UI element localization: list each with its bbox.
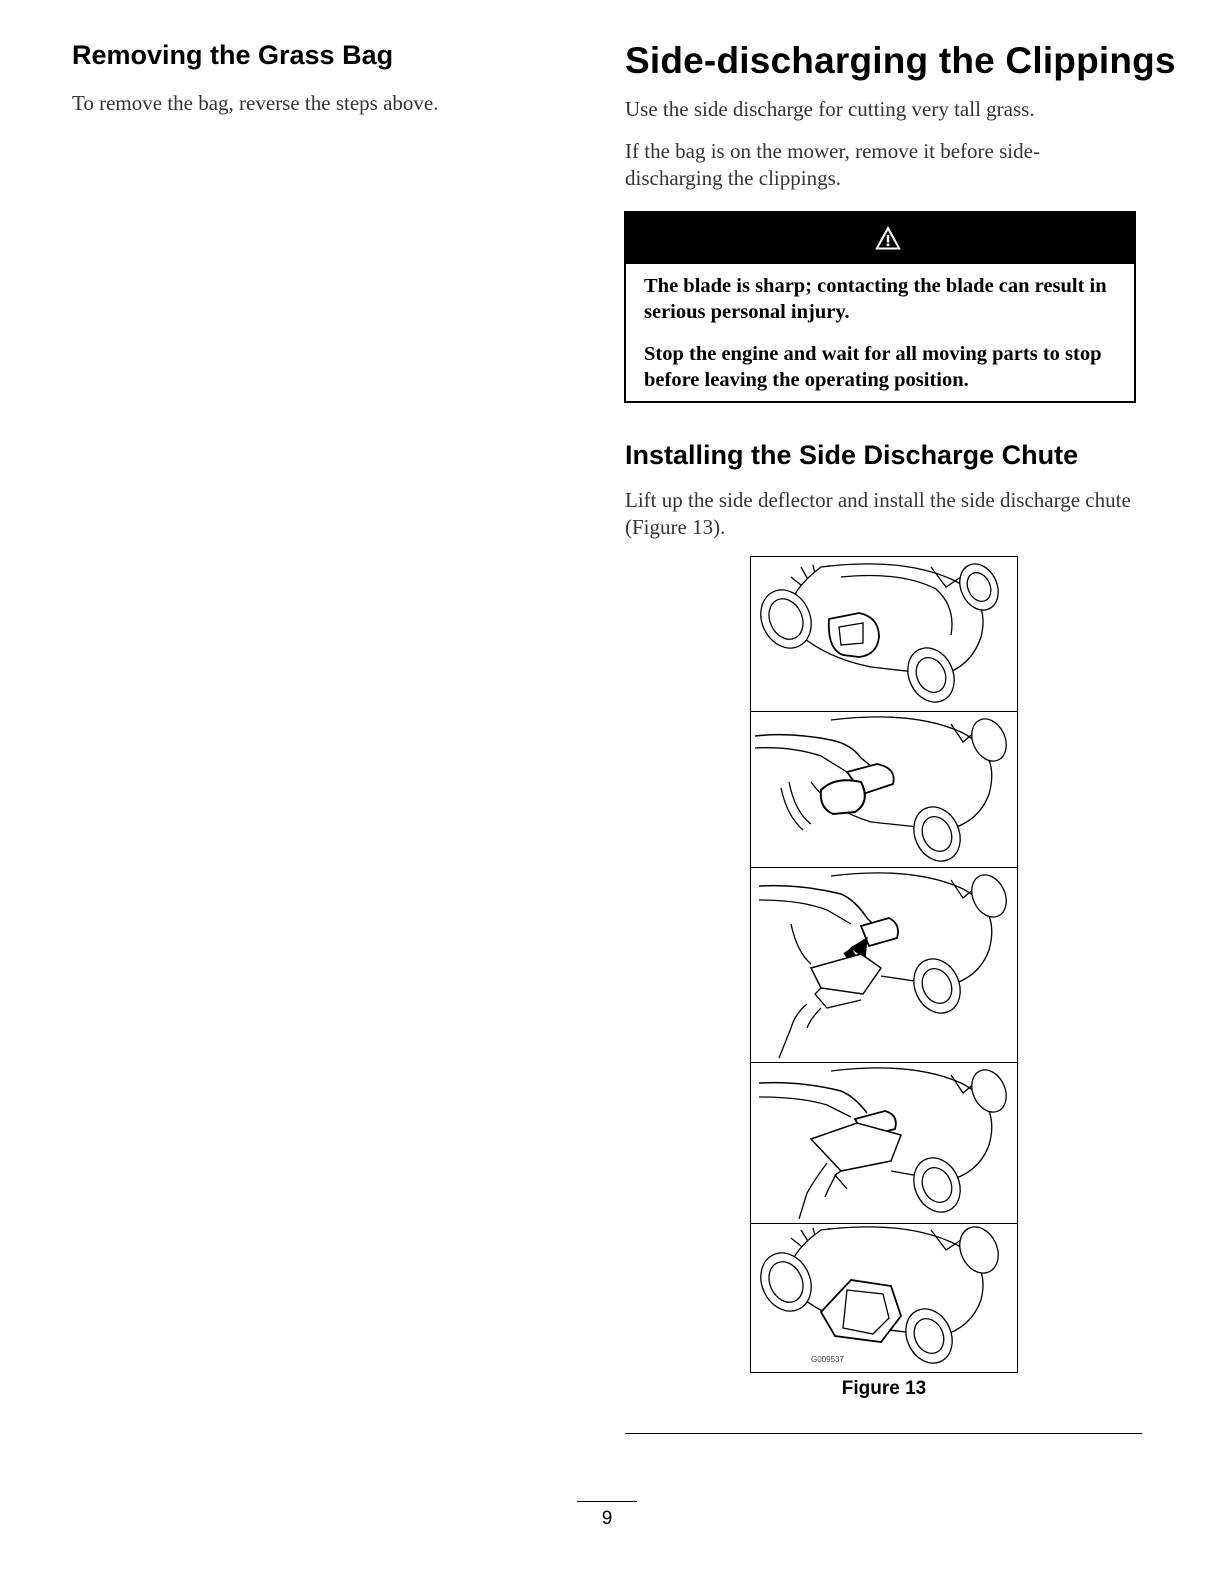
section-heading-removing-grass-bag: Removing the Grass Bag [72, 40, 394, 70]
section-heading-install-chute: Installing the Side Discharge Chute [625, 440, 1079, 470]
paragraph-remove-bag: To remove the bag, reverse the steps above. [72, 91, 439, 115]
section-divider [625, 1433, 1142, 1434]
paragraph-side-discharge-use: Use the side discharge for cutting very tall grass. [625, 97, 1035, 121]
warning-text-blade-sharp: The blade is sharp; contacting the blade can result in serious personal injury. [644, 275, 1107, 323]
warning-header-bar [626, 213, 1134, 264]
paragraph-install-chute: Lift up the side deflector and install the side discharge chute (Figure 13). [625, 488, 1131, 539]
figure-panel-3 [751, 868, 1017, 1063]
page-number: 9 [601, 1508, 613, 1529]
figure-panel-2 [751, 712, 1017, 868]
figure-13-illustration [750, 556, 1018, 1373]
figure-panel-1 [751, 557, 1017, 712]
warning-box [624, 211, 1136, 403]
warning-triangle-icon [875, 226, 901, 250]
figure-panel-4 [751, 1063, 1017, 1224]
figure-panel-5 [751, 1224, 1017, 1372]
page-title: Side-discharging the Clippings [625, 40, 1176, 81]
page-number-rule [577, 1501, 637, 1502]
paragraph-remove-bag-first: If the bag is on the mower, remove it before side-discharging the clippings. [625, 139, 1040, 190]
warning-text-stop-engine: Stop the engine and wait for all moving parts to stop before leaving the operating position. [644, 343, 1102, 391]
figure-caption: Figure 13 [841, 1378, 927, 1399]
figure-code: G009537 [811, 1355, 844, 1364]
